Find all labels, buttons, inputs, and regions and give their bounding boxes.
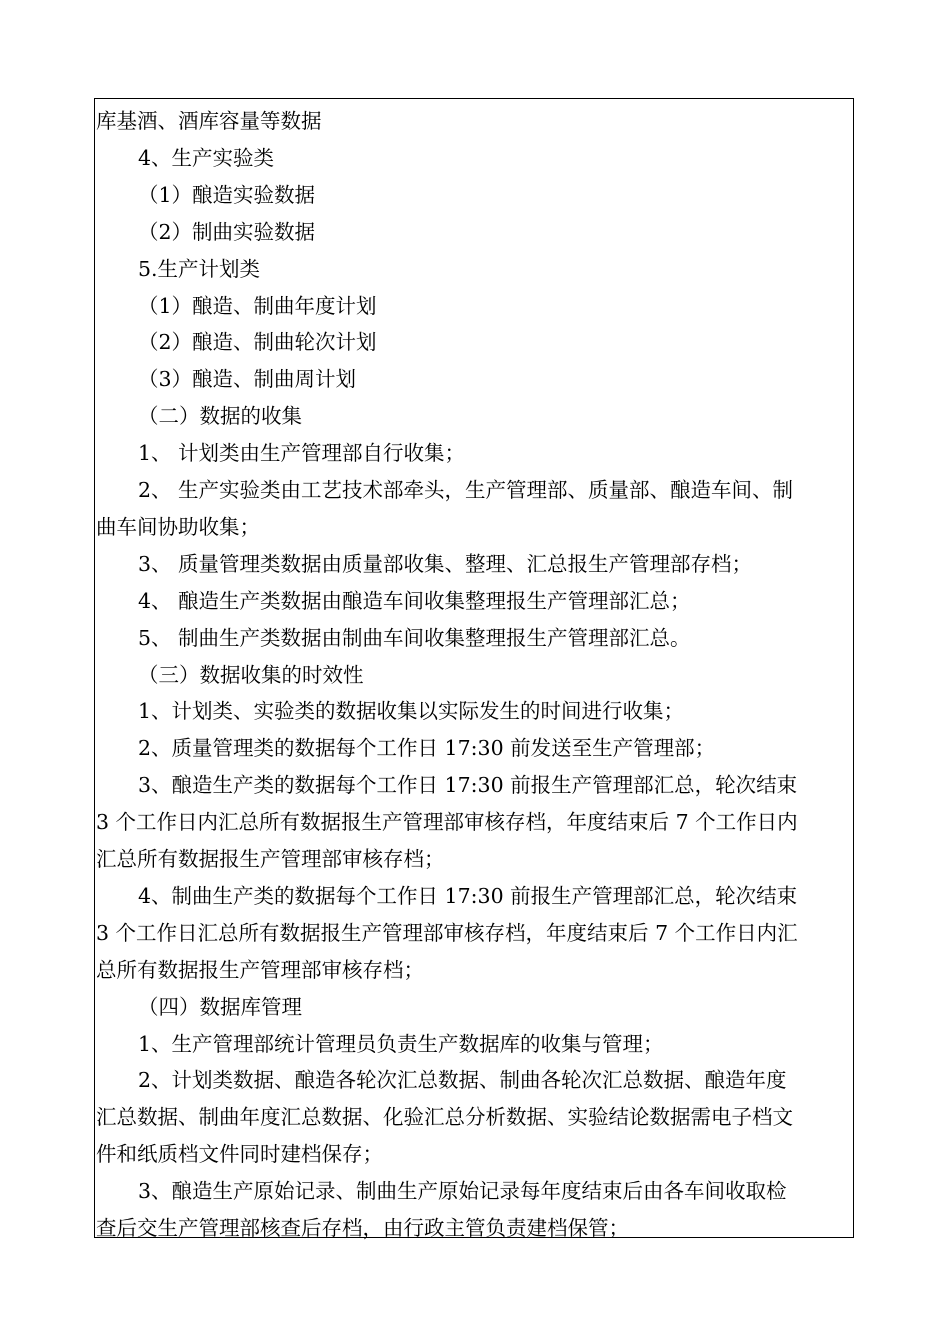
paragraph-line: 4、制曲生产类的数据每个工作日 17:30 前报生产管理部汇总，轮次结束	[138, 883, 798, 908]
paragraph-line: 曲车间协助收集；	[96, 514, 260, 539]
paragraph-line: 3、酿造生产原始记录、制曲生产原始记录每年度结束后由各车间收取检	[138, 1179, 787, 1204]
paragraph-line: （1）酿造、制曲年度计划	[138, 293, 377, 318]
paragraph-line: 1、 计划类由生产管理部自行收集；	[138, 441, 466, 466]
paragraph-line: （三）数据收集的时效性	[138, 662, 364, 687]
paragraph-line: 4、 酿造生产类数据由酿造车间收集整理报生产管理部汇总；	[138, 588, 691, 613]
paragraph-line: 2、计划类数据、酿造各轮次汇总数据、制曲各轮次汇总数据、酿造年度	[138, 1068, 787, 1093]
paragraph-line: 2、 生产实验类由工艺技术部牵头，生产管理部、质量部、酿造车间、制	[138, 478, 794, 502]
paragraph-line: 汇总所有数据报生产管理部审核存档；	[96, 847, 445, 871]
paragraph-line: 3 个工作日内汇总所有数据报生产管理部审核存档，年度结束后 7 个工作日内	[96, 810, 798, 835]
paragraph-line: 3 个工作日汇总所有数据报生产管理部审核存档，年度结束后 7 个工作日内汇	[96, 920, 798, 945]
paragraph-line: （二）数据的收集	[138, 404, 302, 429]
paragraph-line: 2、质量管理类的数据每个工作日 17:30 前发送至生产管理部；	[138, 736, 716, 761]
paragraph-line: （1）酿造实验数据	[138, 182, 316, 207]
paragraph-line: 件和纸质档文件同时建档保存；	[96, 1142, 383, 1167]
paragraph-line: （四）数据库管理	[138, 994, 302, 1019]
paragraph-line: 5.生产计划类	[138, 256, 261, 281]
paragraph-line: 4、生产实验类	[138, 145, 275, 170]
paragraph-line: （3）酿造、制曲周计划	[138, 367, 357, 392]
paragraph-line: 总所有数据报生产管理部审核存档；	[96, 957, 424, 982]
paragraph-line: 查后交生产管理部核查后存档，由行政主管负责建档保管；	[96, 1216, 629, 1240]
paragraph-line: 库基酒、酒库容量等数据	[96, 109, 322, 133]
paragraph-line: 5、 制曲生产类数据由制曲车间收集整理报生产管理部汇总。	[138, 625, 691, 650]
paragraph-line: 汇总数据、制曲年度汇总数据、化验汇总分析数据、实验结论数据需电子档文	[96, 1105, 793, 1130]
paragraph-line: 3、酿造生产类的数据每个工作日 17:30 前报生产管理部汇总，轮次结束	[138, 773, 798, 798]
paragraph-line: （2）酿造、制曲轮次计划	[138, 330, 377, 355]
paragraph-line: 1、计划类、实验类的数据收集以实际发生的时间进行收集；	[138, 699, 685, 724]
paragraph-line: 1、生产管理部统计管理员负责生产数据库的收集与管理；	[138, 1031, 664, 1056]
paragraph-line: 3、 质量管理类数据由质量部收集、整理、汇总报生产管理部存档；	[138, 551, 753, 576]
paragraph-line: （2）制曲实验数据	[138, 219, 316, 244]
